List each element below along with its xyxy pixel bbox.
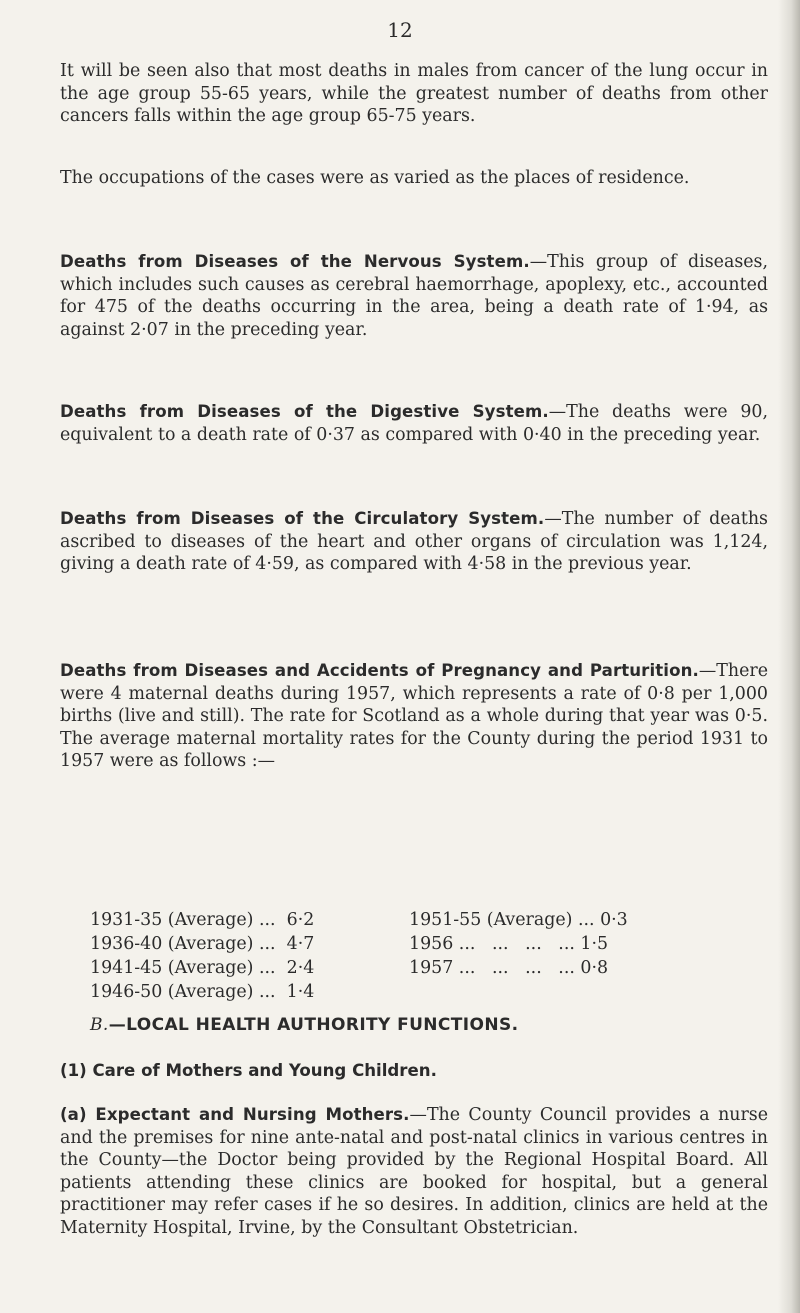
- section-letter: B.: [90, 1015, 109, 1035]
- leader-dots: ... ... ... ...: [458, 958, 575, 978]
- page-number: 12: [387, 18, 413, 42]
- paragraph-text: —There were 4 maternal deaths during 1957, which represents a rate of 0·8 per 1,000 births (live and still). The rate for Scotland as a whole during that year was 0·5. The average maternal mortality rates for the County during the period 1931 to 1957 were as follows :—: [60, 661, 768, 772]
- paragraph-expectant-mothers: [60, 1104, 768, 1240]
- leader-dots: ...: [258, 910, 276, 930]
- paragraph-occupations: [60, 167, 768, 190]
- paragraph-cancer-age-groups: [60, 60, 768, 128]
- table-row: [409, 908, 628, 932]
- leader-dots: ...: [577, 910, 595, 930]
- period-label: 1957: [409, 958, 454, 978]
- paragraph-circulatory-system: [60, 508, 768, 576]
- paragraph-text: The occupations of the cases were as varied as the places of residence.: [60, 168, 690, 188]
- page-edge-shadow: [778, 0, 800, 1313]
- paragraph-text: —The deaths were 90, equivalent to a death rate of 0·37 as compared with 0·40 in the preceding year.: [60, 402, 768, 445]
- table-row: [90, 932, 314, 956]
- leader-dots: ... ... ... ...: [458, 934, 575, 954]
- rate-value: 6·2: [286, 910, 315, 930]
- paragraph-heading: (a) Expectant and Nursing Mothers.: [60, 1105, 410, 1124]
- period-label: 1931-35 (Average): [90, 910, 254, 930]
- rate-value: 1·4: [286, 982, 315, 1002]
- leader-dots: ...: [258, 982, 276, 1002]
- rate-value: 2·4: [286, 958, 315, 978]
- leader-dots: ...: [258, 958, 276, 978]
- paragraph-text: —The County Council provides a nurse and the premises for nine ante-natal and post-natal clinics in various centres in the County—the Doctor being provided by the Regional Hospital Board. All patients attending these clinics are booked for hospital, but a general practitioner may refer cases if he so desires. In addition, clinics are held at the Maternity Hospital, Irvine, by the Consultant Obstetrician.: [60, 1105, 768, 1238]
- rate-value: 0·3: [600, 910, 628, 930]
- paragraph-heading: Deaths from Diseases of the Circulatory System.: [60, 509, 545, 528]
- paragraph-text: —The number of deaths ascribed to diseases of the heart and other organs of circulation was 1,124, giving a death rate of 4·59, as compared with 4·58 in the previous year.: [60, 509, 768, 575]
- section-title: —LOCAL HEALTH AUTHORITY FUNCTIONS.: [108, 1015, 519, 1035]
- period-label: 1951-55 (Average): [409, 910, 573, 930]
- subsection-heading: (1) Care of Mothers and Young Children.: [60, 1061, 437, 1080]
- paragraph-heading: Deaths from Diseases of the Nervous System.: [60, 252, 530, 271]
- table-column-right: [409, 908, 628, 980]
- period-label: 1936-40 (Average): [90, 934, 254, 954]
- period-label: 1956: [409, 934, 454, 954]
- table-row: [90, 980, 314, 1004]
- table-row: [409, 956, 628, 980]
- paragraph-text: It will be seen also that most deaths in males from cancer of the lung occur in the age group 55-65 years, while the greatest number of deaths from other cancers falls within the age group 65-75 years.: [60, 61, 768, 127]
- rate-value: 1·5: [580, 934, 609, 954]
- period-label: 1946-50 (Average): [90, 982, 254, 1002]
- rate-value: 4·7: [286, 934, 315, 954]
- paragraph-heading: Deaths from Diseases and Accidents of Pregnancy and Parturition.: [60, 661, 699, 680]
- table-row: [90, 956, 314, 980]
- paragraph-nervous-system: [60, 251, 768, 341]
- leader-dots: ...: [258, 934, 276, 954]
- paragraph-heading: Deaths from Diseases of the Digestive System.: [60, 402, 549, 421]
- table-column-left: [90, 908, 314, 1004]
- table-row: [90, 908, 314, 932]
- section-heading: [90, 1015, 519, 1035]
- period-label: 1941-45 (Average): [90, 958, 254, 978]
- rate-value: 0·8: [580, 958, 609, 978]
- paragraph-text: —This group of diseases, which includes such causes as cerebral haemorrhage, apoplexy, etc., accounted for 475 of the deaths occurring in the area, being a death rate of 1·94, as against 2·07 in the preceding year.: [60, 252, 768, 340]
- paragraph-pregnancy-parturition: [60, 660, 768, 773]
- paragraph-digestive-system: [60, 401, 768, 446]
- table-row: [409, 932, 628, 956]
